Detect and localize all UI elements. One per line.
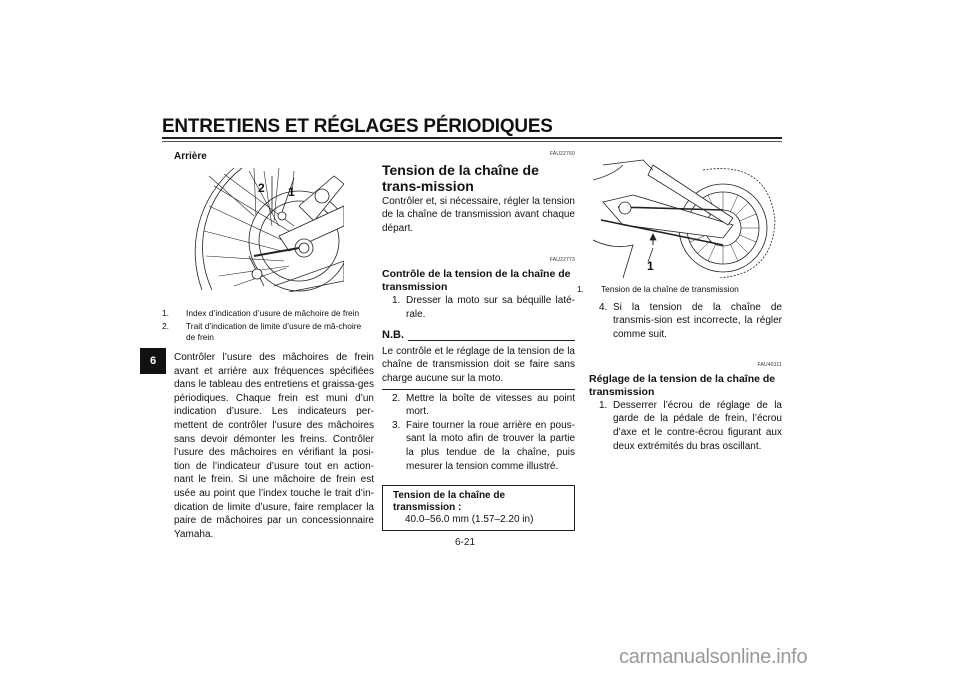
step-3: 3. Faire tourner la roue arrière en pous-sant la moto afin de trouver la partie la plus tendue de la chaîne, puis mesurer la tension comme illustré. — [392, 419, 575, 472]
chain-tension-illustration — [593, 150, 783, 278]
body-paragraph: Contrôler l’usure des mâchoires de frein avant et arrière aux fréquences spécifiées dans le tableau des entretiens et graissa-ges périodiques. Chaque frein est muni d’un indication d’usure. Les indicateurs per-mettent de contrôler l’usure des mâchoires sans devoir démonter les freins. Contrôler l’usure des mâchoires en vérifiant la posi-tion de l’indicateur d’usure tout en action-nant le frein. Si une mâchoire de frein est usée au point que l’index touche le trait d’in-dication de limite d’usure, faire remplacer la paire de mâchoires par un concessionnaire Yamaha. — [174, 352, 374, 540]
adjust-step-1: 1. Desserrer l’écrou de réglage de la garde de la pédale de frein, l’écrou d’axe et le contre-écrou figurant aux deux extrémités du bras oscillant. — [599, 399, 782, 452]
step-2: 2. Mettre la boîte de vitesses au point mort. — [392, 392, 575, 418]
subheading-rear: Arrière — [174, 151, 207, 162]
spec-label: Tension de la chaîne de transmission : — [393, 490, 506, 514]
caption-item: 1. Tension de la chaîne de transmission — [577, 284, 739, 294]
caption-item: 1. Index d’indication d’usure de mâchoire de frein — [162, 307, 360, 318]
section-intro: Contrôler et, si nécessaire, régler la tension de la chaîne de transmission avant chaque départ. — [382, 195, 575, 234]
subsection-code: FAU22773 — [549, 257, 575, 264]
right-column — [577, 150, 782, 453]
step-4: 4. Si la tension de la chaîne de transmis-sion est incorrecte, la régler comme suit. — [599, 301, 782, 340]
callout-1: 1 — [647, 259, 654, 273]
page-number: 6-21 — [455, 537, 476, 548]
left-column — [162, 150, 374, 541]
title-rule-thick — [162, 137, 782, 139]
watermark: carmanualsonline.info — [619, 646, 808, 668]
callout-2: 2 — [258, 180, 265, 195]
note-end-rule — [382, 389, 575, 390]
rear-brake-figure — [194, 166, 344, 292]
section-title: Tension de la chaîne de trans-mission — [382, 161, 539, 194]
subsection-title: Réglage de la tension de la chaîne de transmission — [589, 372, 776, 398]
note-block — [382, 329, 575, 389]
subsection-code: FAU40111 — [757, 362, 782, 369]
subsection-title: Contrôle de la tension de la chaîne de transmission — [382, 267, 571, 293]
callout-1: 1 — [288, 184, 295, 199]
spec-value: 40.0–56.0 mm (1.57–2.20 in) — [405, 514, 534, 526]
note-text: Le contrôle et le réglage de la tension de la chaîne de transmission doit se faire sans charge aucune sur la moto. — [382, 345, 575, 384]
rear-brake-illustration — [194, 166, 344, 292]
figure-captions — [577, 284, 782, 295]
middle-column — [382, 148, 575, 531]
note-header — [382, 329, 575, 343]
section-code: FAU22760 — [549, 151, 575, 157]
spec-box — [382, 485, 575, 531]
chapter-tab-label: 6 — [149, 355, 157, 367]
title-rule-thin — [162, 141, 782, 142]
step-1: 1. Dresser la moto sur sa béquille laté-rale. — [392, 294, 575, 320]
caption-item: 2. Trait d’indication de limite d’usure de mâ-choire de frein — [162, 321, 362, 342]
page-title: ENTRETIENS ET RÉGLAGES PÉRIODIQUES — [162, 115, 553, 137]
chain-figure — [593, 150, 783, 278]
chapter-tab — [140, 348, 166, 374]
figure-captions — [162, 307, 368, 343]
note-label: N.B. — [382, 329, 404, 342]
